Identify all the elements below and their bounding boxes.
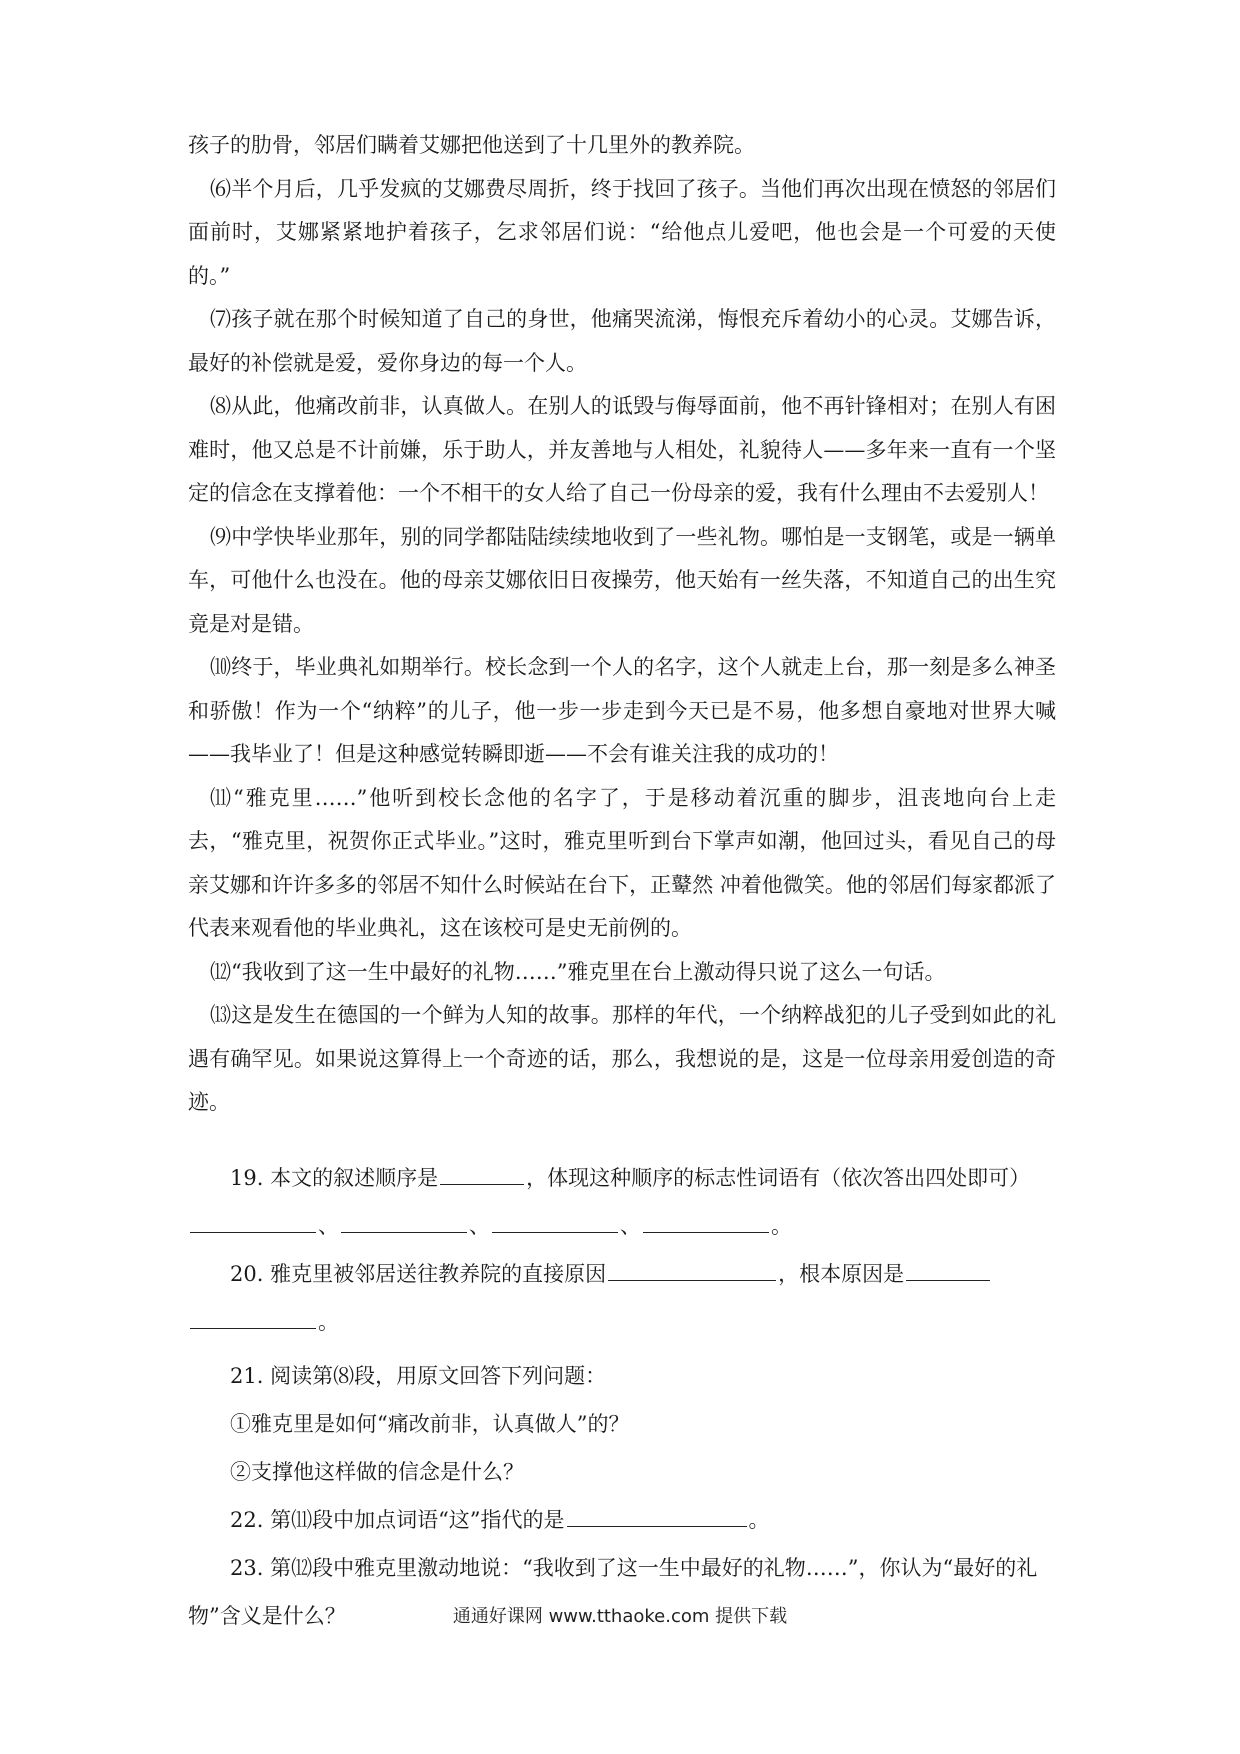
answer-blank[interactable] xyxy=(608,1279,776,1281)
question-21-part-1: ①雅克里是如何“痛改前非，认真做人”的？ xyxy=(230,1412,630,1436)
question-19: 19. 本文的叙述顺序是 ，体现这种顺序的标志性词语有（依次答出四处即可）、 、 、 。 xyxy=(188,1154,1056,1250)
question-21-part-2: ②支撑他这样做的信念是什么？ xyxy=(230,1460,524,1484)
answer-blank[interactable] xyxy=(440,1183,524,1185)
story-paragraph: ⑻从此，他痛改前非，认真做人。在别人的诋毁与侮辱面前，他不再针锋相对；在别人有困难时，他又总是不计前嫌，乐于助人，并友善地与人相处，礼貌待人——多年来一直有一个坚定的信念在支撑着他：一个不相干的女人给了自己一份母亲的爱，我有什么理由不去爱别人！ xyxy=(188,394,1056,505)
story-paragraph: ⑿“我收到了这一生中最好的礼物……”雅克里在台上激动得只说了这么一句话。 xyxy=(210,959,946,984)
answer-blank[interactable] xyxy=(567,1525,747,1527)
answer-blank[interactable] xyxy=(190,1327,316,1329)
story-paragraph: ⑼中学快毕业那年，别的同学都陆陆续续地收到了一些礼物。哪怕是一支钢笔，或是一辆单车，可他什么也没在。他的母亲艾娜依旧日夜操劳，他天始有一丝失落，不知道自己的出生究竟是对是错。 xyxy=(188,524,1056,636)
story-body xyxy=(188,124,1056,1125)
answer-blank[interactable] xyxy=(341,1231,467,1233)
question-23: 23. 第⑿段中雅克里激动地说：“我收到了这一生中最好的礼物……”，你认为“最好的礼物”含义是什么？ xyxy=(188,1556,1038,1628)
answer-blank[interactable] xyxy=(643,1231,769,1233)
page-footer: 通通好课网 www.tthaoke.com 提供下载 xyxy=(452,1606,788,1627)
story-paragraph: ⒀这是发生在德国的一个鲜为人知的故事。那样的年代，一个纳粹战犯的儿子受到如此的礼遇有确罕见。如果说这算得上一个奇迹的话，那么，我想说的是，这是一位母亲用爱创造的奇迹。 xyxy=(188,1003,1056,1114)
question-20: 20. 雅克里被邻居送往教养院的直接原因 ，根本原因是。 xyxy=(188,1250,1056,1346)
question-section xyxy=(188,1154,1056,1640)
answer-blank[interactable] xyxy=(906,1279,990,1281)
story-paragraph: ⑺孩子就在那个时候知道了自己的身世，他痛哭流涕，悔恨充斥着幼小的心灵。艾娜告诉，最好的补偿就是爱，爱你身边的每一个人。 xyxy=(188,307,1056,375)
answer-blank[interactable] xyxy=(492,1231,618,1233)
story-paragraph: ⑹半个月后，几乎发疯的艾娜费尽周折，终于找回了孩子。当他们再次出现在愤怒的邻居们面前时，艾娜紧紧地护着孩子，乞求邻居们说：“给他点儿爱吧，他也会是一个可爱的天使的。” xyxy=(188,176,1056,288)
story-paragraph: ⑾“雅克里……”他听到校长念他的名字了，于是移动着沉重的脚步，沮丧地向台上走去，“雅克里，祝贺你正式毕业。”这时，雅克里听到台下掌声如潮，他回过头，看见自己的母亲艾娜和许许多多的邻居不知什么时候站在台下，正鼙然 冲着他微笑。他的邻居们每家都派了代表来观看他的毕业典礼，这在该校可是史无前例的。 xyxy=(188,785,1056,940)
story-paragraph: ⑽终于，毕业典礼如期举行。校长念到一个人的名字，这个人就走上台，那一刻是多么神圣和骄傲！作为一个“纳粹”的儿子，他一步一步走到今天已是不易，他多想自豪地对世界大喊——我毕业了！但是这种感觉转瞬即逝——不会有谁关注我的成功的！ xyxy=(188,655,1056,766)
question-22: 22. 第⑾段中加点词语“这”指代的是 。 xyxy=(230,1508,770,1532)
question-21: 21. 阅读第⑻段，用原文回答下列问题： xyxy=(230,1364,607,1388)
answer-blank[interactable] xyxy=(190,1231,316,1233)
story-paragraph: 孩子的肋骨，邻居们瞒着艾娜把他送到了十几里外的教养院。 xyxy=(188,133,755,157)
